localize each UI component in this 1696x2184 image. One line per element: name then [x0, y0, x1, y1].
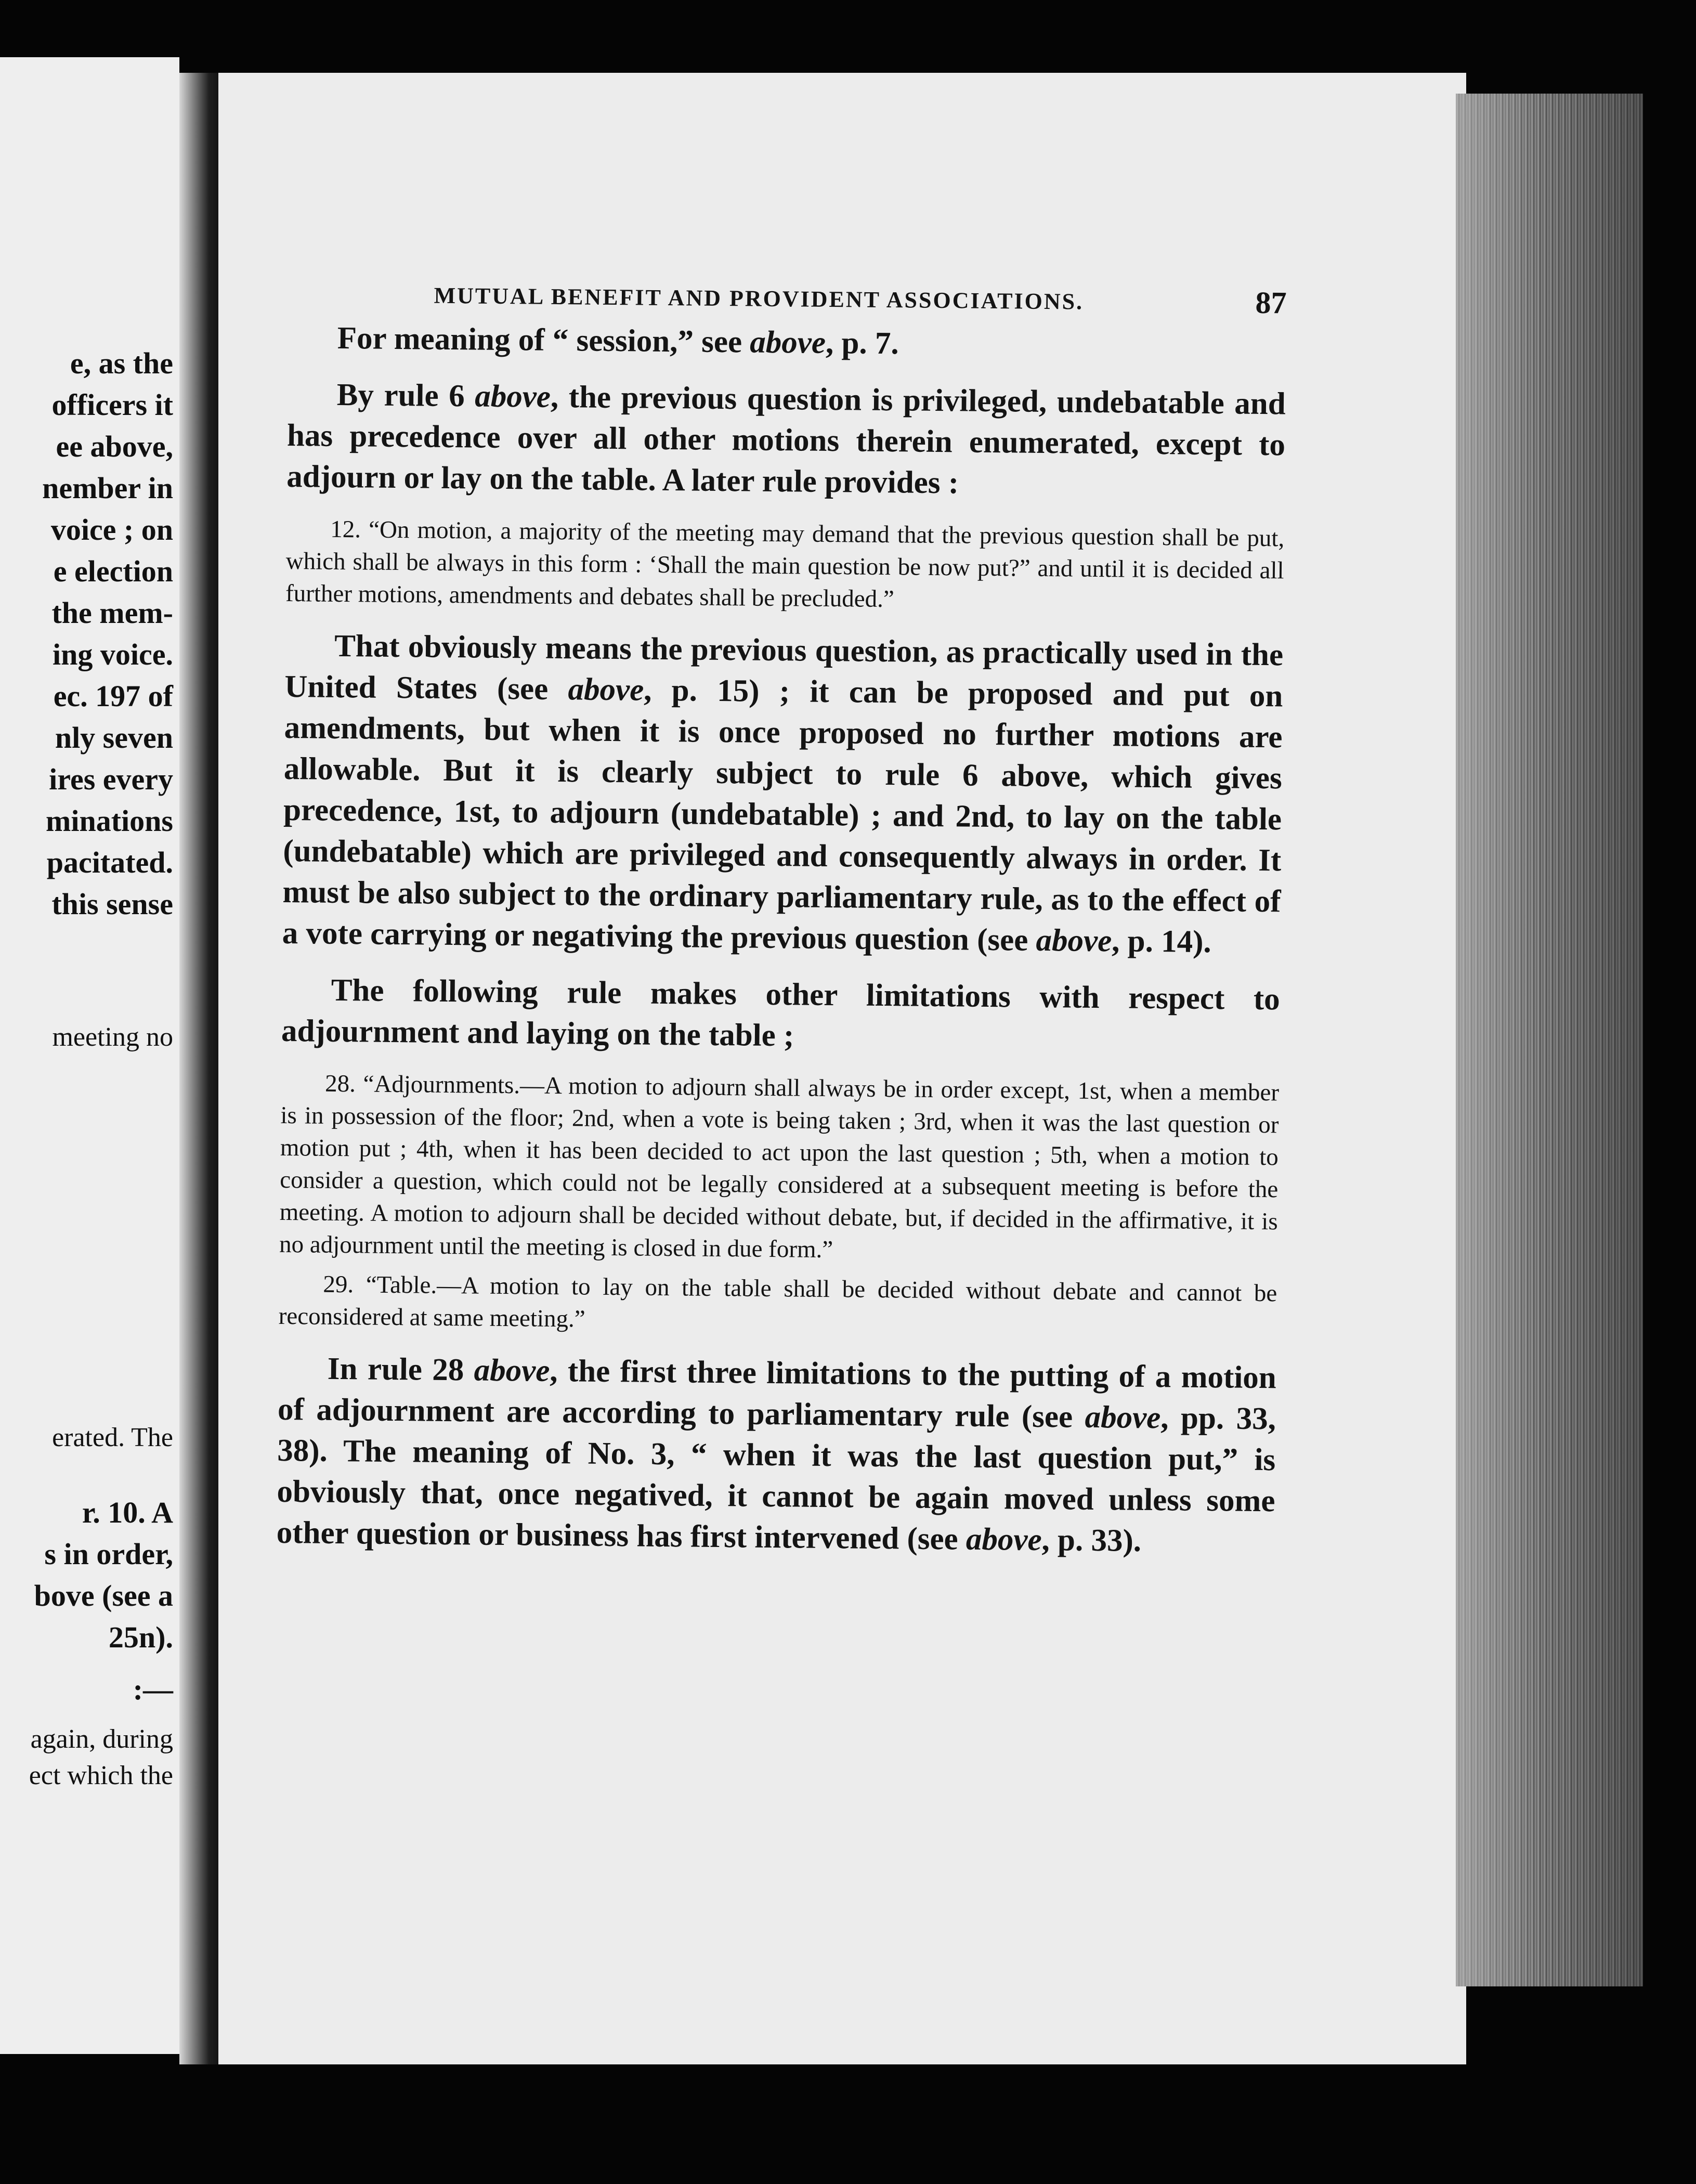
left-page-line: :— — [133, 1672, 173, 1706]
left-page-line: ing voice. — [53, 638, 173, 671]
left-page-line: ee above, — [56, 430, 173, 463]
quoted-rule: 28. “Adjournments.—A motion to adjourn shall always be in order except, 1st, when a member is in possession of the floor; 2nd, when a vote is being taken ; 3rd, when it was the last question or motion put ; 4th, when it has been decided to act upon the last question ; 5th, when a motion to consider a question, which could not be legally considered at a subsequent meeting is before the meeting. A motion to adjourn shall be decided without debate, but, if decided in the affirmative, it is no adjournment until the meeting is closed in due form.” — [279, 1070, 1280, 1264]
left-page-line: erated. The — [52, 1423, 173, 1452]
left-page-line: meeting no — [52, 1022, 173, 1052]
left-page-line: nember in — [42, 471, 173, 505]
page-edges-shade — [1456, 94, 1643, 1986]
paragraph: In rule 28 above, the first three limitations to the putting of a motion of adjournment are according to parliamentary rule (see above, pp. 33, 38). The meaning of No. 3, “ when it was the last question put,” is obviously that, once negatived, it cannot be again moved unless some other question or business has first intervened (see above, p. 33). — [276, 1351, 1277, 1558]
left-page-line: s in order, — [44, 1537, 173, 1571]
running-head-title: MUTUAL BENEFIT AND PROVIDENT ASSOCIATIONS. — [434, 282, 1084, 315]
left-page-line: nly seven — [55, 721, 173, 755]
left-page-line: pacitated. — [46, 846, 173, 879]
left-page-line: minations — [46, 804, 173, 838]
left-page-line: again, during — [30, 1724, 173, 1754]
left-page-line: the mem- — [51, 596, 173, 630]
left-page-line: this sense — [51, 887, 173, 921]
quoted-rule: 12. “On motion, a majority of the meeting may demand that the previous question shall be put, which shall be always in this form : ‘Shall the main question be now put?” and until it is decided all further motions, amendments and debates shall be precluded.” — [285, 515, 1285, 613]
left-page-line: ires every — [49, 762, 173, 796]
paragraph: That obviously means the previous question, as practically used in the United States (see above, p. 15) ; it can be proposed and put on amendments, but when it is once proposed no further motions are allowable. But it is clearly subject to rule 6 above, which gives precedence, 1st, to adjourn (undebatable) ; and 2nd, to lay on the table (undebatable) which are privileged and consequently always in order. It must be also subject to the ordinary parliamentary rule, as to the effect of a vote carrying or negativing the previous question (see above, p. 14). — [282, 628, 1284, 960]
left-page-line: e election — [53, 554, 173, 588]
left-page-line: officers it — [51, 388, 173, 422]
previous-page — [0, 57, 179, 2054]
page-content — [276, 276, 1286, 1563]
paragraph: The following rule makes other limitations with respect to adjournment and laying on the table ; — [281, 972, 1281, 1054]
left-page-line: 25n). — [108, 1620, 173, 1654]
paragraph: For meaning of “ session,” see above, p. 7. — [337, 320, 899, 361]
left-page-line: ect which the — [29, 1761, 173, 1790]
left-page-line: ec. 197 of — [53, 679, 173, 713]
left-page-line: r. 10. A — [82, 1496, 173, 1529]
left-page-line: bove (see a — [34, 1579, 173, 1613]
left-page-line: voice ; on — [50, 513, 173, 547]
paragraph: By rule 6 above, the previous question is privileged, undebatable and has precedence over all other motions therein enumerated, except to adjourn or lay on the table. A later rule provides : — [286, 377, 1286, 501]
left-page-line: e, as the — [70, 346, 173, 380]
quoted-rule: 29. “Table.—A motion to lay on the table shall be decided without debate and cannot be reconsidered at same meeting.” — [278, 1270, 1277, 1333]
page-number: 87 — [1255, 285, 1287, 320]
